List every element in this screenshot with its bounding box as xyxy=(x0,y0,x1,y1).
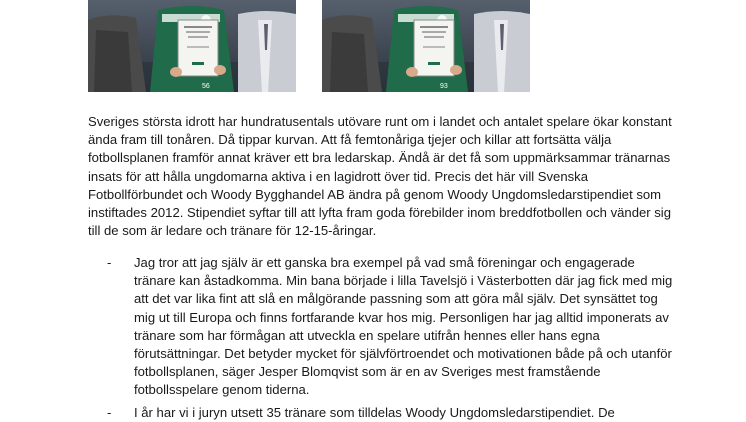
intro-paragraph: Sveriges största idrott har hundratusentals utövare runt om i landet och antalet spelare ökar konstant ända fram till tonåren. Då tippar kurvan. Att få femtonåriga tjejer och killar att fortsätta välja fotbollsplanen framför annat kräver ett bra ledarskap. Ändå är det få som uppmärksammar tränarnas insats för att hålla ungdomarna aktiva i en lagidrott över tid. Precis det här vill Svenska Fotbollförbundet och Woody Bygghandel AB ändra på genom Woody Ungdomsledarstipendiet som instiftades 2012. Stipendiet syftar till att lyfta fram goda förebilder inom breddfotbollen och vänder sig till de som är ledare och tränare för 12-15-åringar. xyxy=(88,114,672,239)
quote-item xyxy=(107,404,677,422)
award-photo-right xyxy=(322,0,530,92)
award-photo-right-image xyxy=(322,0,530,92)
award-photo-left xyxy=(88,0,296,92)
header-photos xyxy=(88,0,528,92)
quote-dash: - xyxy=(107,255,112,270)
award-photo-left-image xyxy=(88,0,296,92)
quote-item xyxy=(107,254,677,400)
document-body xyxy=(88,113,678,240)
jersey-number-right: 93 xyxy=(440,83,448,90)
quote-text: Jag tror att jag själv är ett ganska bra exempel på vad små föreningar och engagerade tränare kan åstadkomma. Min bana började i lilla Tavelsjö i Västerbotten där jag fick med mig att det var lika fint att slå en målgörande passning som att göra mål själv. Det synsättet tog mig ut till Europa och finns fortfarande kvar hos mig. Personligen har jag alltid imponerats av tränare som har förmågan att utveckla en spelare utifrån hennes eller hans egna förutsättningar. Det betyder mycket för självförtroendet och motivationen både på och utanför fotbollsplanen, säger Jesper Blomqvist som är en av Sveriges mest framstående fotbollsspelare genom tiderna. xyxy=(134,255,673,398)
jersey-number-left: 56 xyxy=(202,83,210,90)
quote-text: I år har vi i juryn utsett 35 tränare som tilldelas Woody Ungdomsledarstipendiet. De xyxy=(134,405,615,420)
quote-dash: - xyxy=(107,405,112,420)
